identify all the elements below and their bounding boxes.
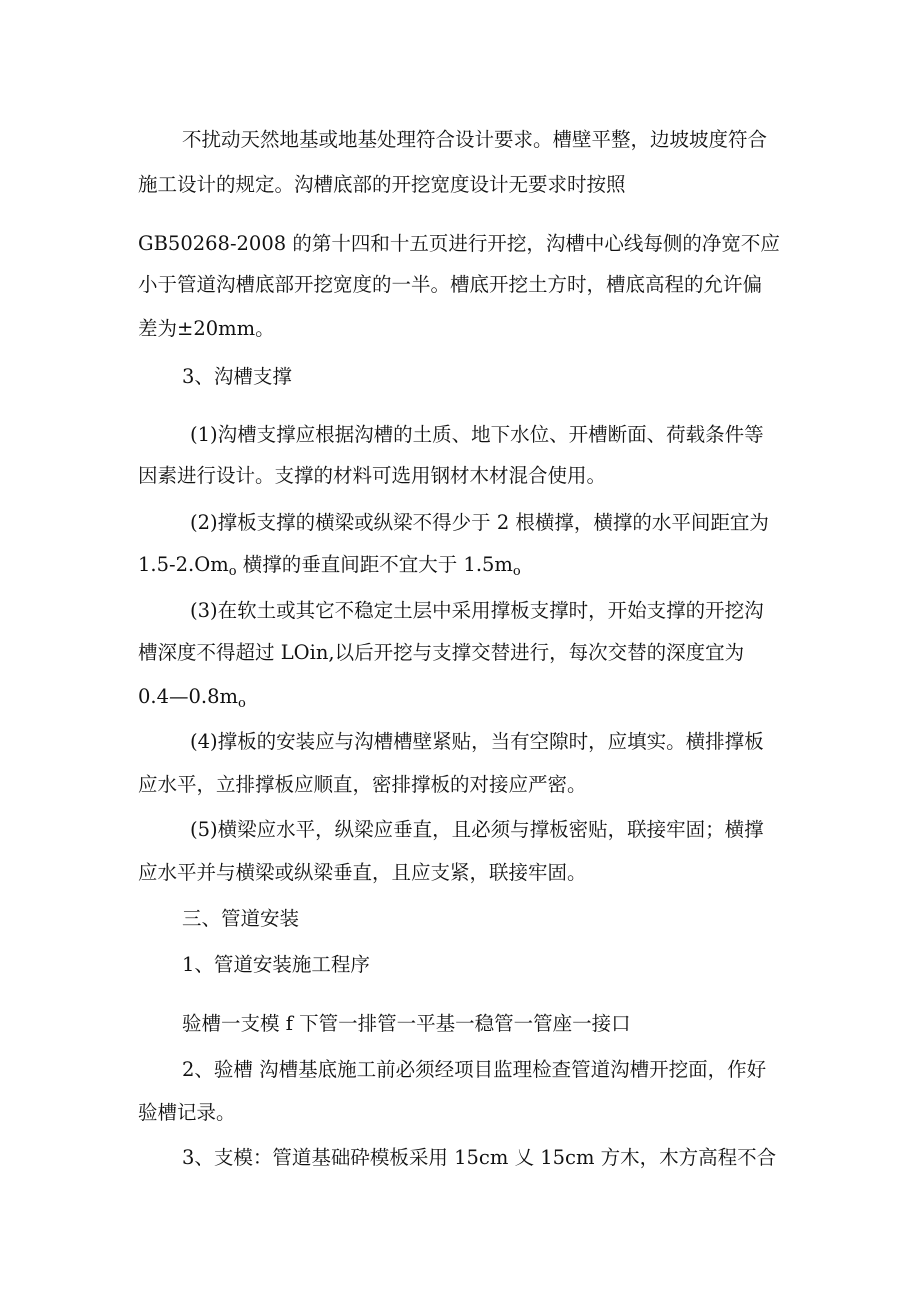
paragraph-line: 不扰动天然地基或地基处理符合设计要求。槽壁平整，边坡坡度符合	[182, 128, 768, 151]
line-text: 横撑的垂直间距不宜大于 1.5m	[242, 553, 513, 576]
paragraph-line	[138, 555, 521, 578]
paragraph-line: 3、支模：管道基础砕模板采用 15cm 乂 15cm 方木，木方高程不合	[182, 1146, 777, 1169]
subscript: o	[238, 696, 246, 711]
section-heading: 1、管道安装施工程序	[182, 953, 370, 976]
paragraph-line: 2、验槽 沟槽基底施工前必须经项目监理检查管道沟槽开挖面，作好	[182, 1058, 767, 1081]
paragraph-line: 小于管道沟槽底部开挖宽度的一半。槽底开挖土方时，槽底高程的允许偏	[138, 273, 763, 296]
paragraph-line: (3)在软土或其它不稳定土层中采用撑板支撑时，开始支撑的开挖沟	[190, 599, 764, 622]
paragraph-line: GB50268-2008 的第十四和十五页进行开挖，沟槽中心线每侧的净宽不应	[138, 232, 780, 255]
paragraph-line: (1)沟槽支撑应根据沟槽的土质、地下水位、开槽断面、荷载条件等	[190, 423, 764, 446]
subscript: o	[228, 564, 237, 579]
paragraph-line: (2)撑板支撑的横梁或纵梁不得少于 2 根横撑，横撑的水平间距宜为	[190, 511, 769, 534]
paragraph-line: 应水平并与横梁或纵梁垂直，且应支紧，联接牢固。	[138, 861, 587, 884]
line-text: 1.5-2.Om	[138, 553, 229, 576]
paragraph-line: 应水平，立排撑板应顺直，密排撑板的对接应严密。	[138, 773, 587, 796]
line-text: 0.4—0.8m	[138, 685, 239, 708]
subscript: o	[512, 564, 521, 579]
section-heading: 三、管道安装	[182, 907, 300, 930]
paragraph-line: 施工设计的规定。沟槽底部的开挖宽度设计无要求时按照	[138, 173, 626, 196]
paragraph-line: 因素进行设计。支撑的材料可选用钢材木材混合使用。	[138, 464, 607, 487]
section-heading: 3、沟槽支撑	[182, 365, 292, 388]
paragraph-line: (4)撑板的安装应与沟槽槽壁紧贴，当有空隙时，应填实。横排撑板	[190, 730, 764, 753]
paragraph-line: 差为±20mm。	[138, 317, 275, 340]
paragraph-line: (5)横梁应水平，纵梁应垂直，且必须与撑板密贴，联接牢固；横撑	[190, 818, 764, 841]
paragraph-line: 验槽一支模 f 下管一排管一平基一稳管一管座一接口	[182, 1012, 631, 1035]
paragraph-line	[138, 687, 246, 710]
paragraph-line: 槽深度不得超过 LOin,以后开挖与支撑交替进行，每次交替的深度宜为	[138, 641, 745, 664]
paragraph-line: 验槽记录。	[138, 1101, 236, 1124]
